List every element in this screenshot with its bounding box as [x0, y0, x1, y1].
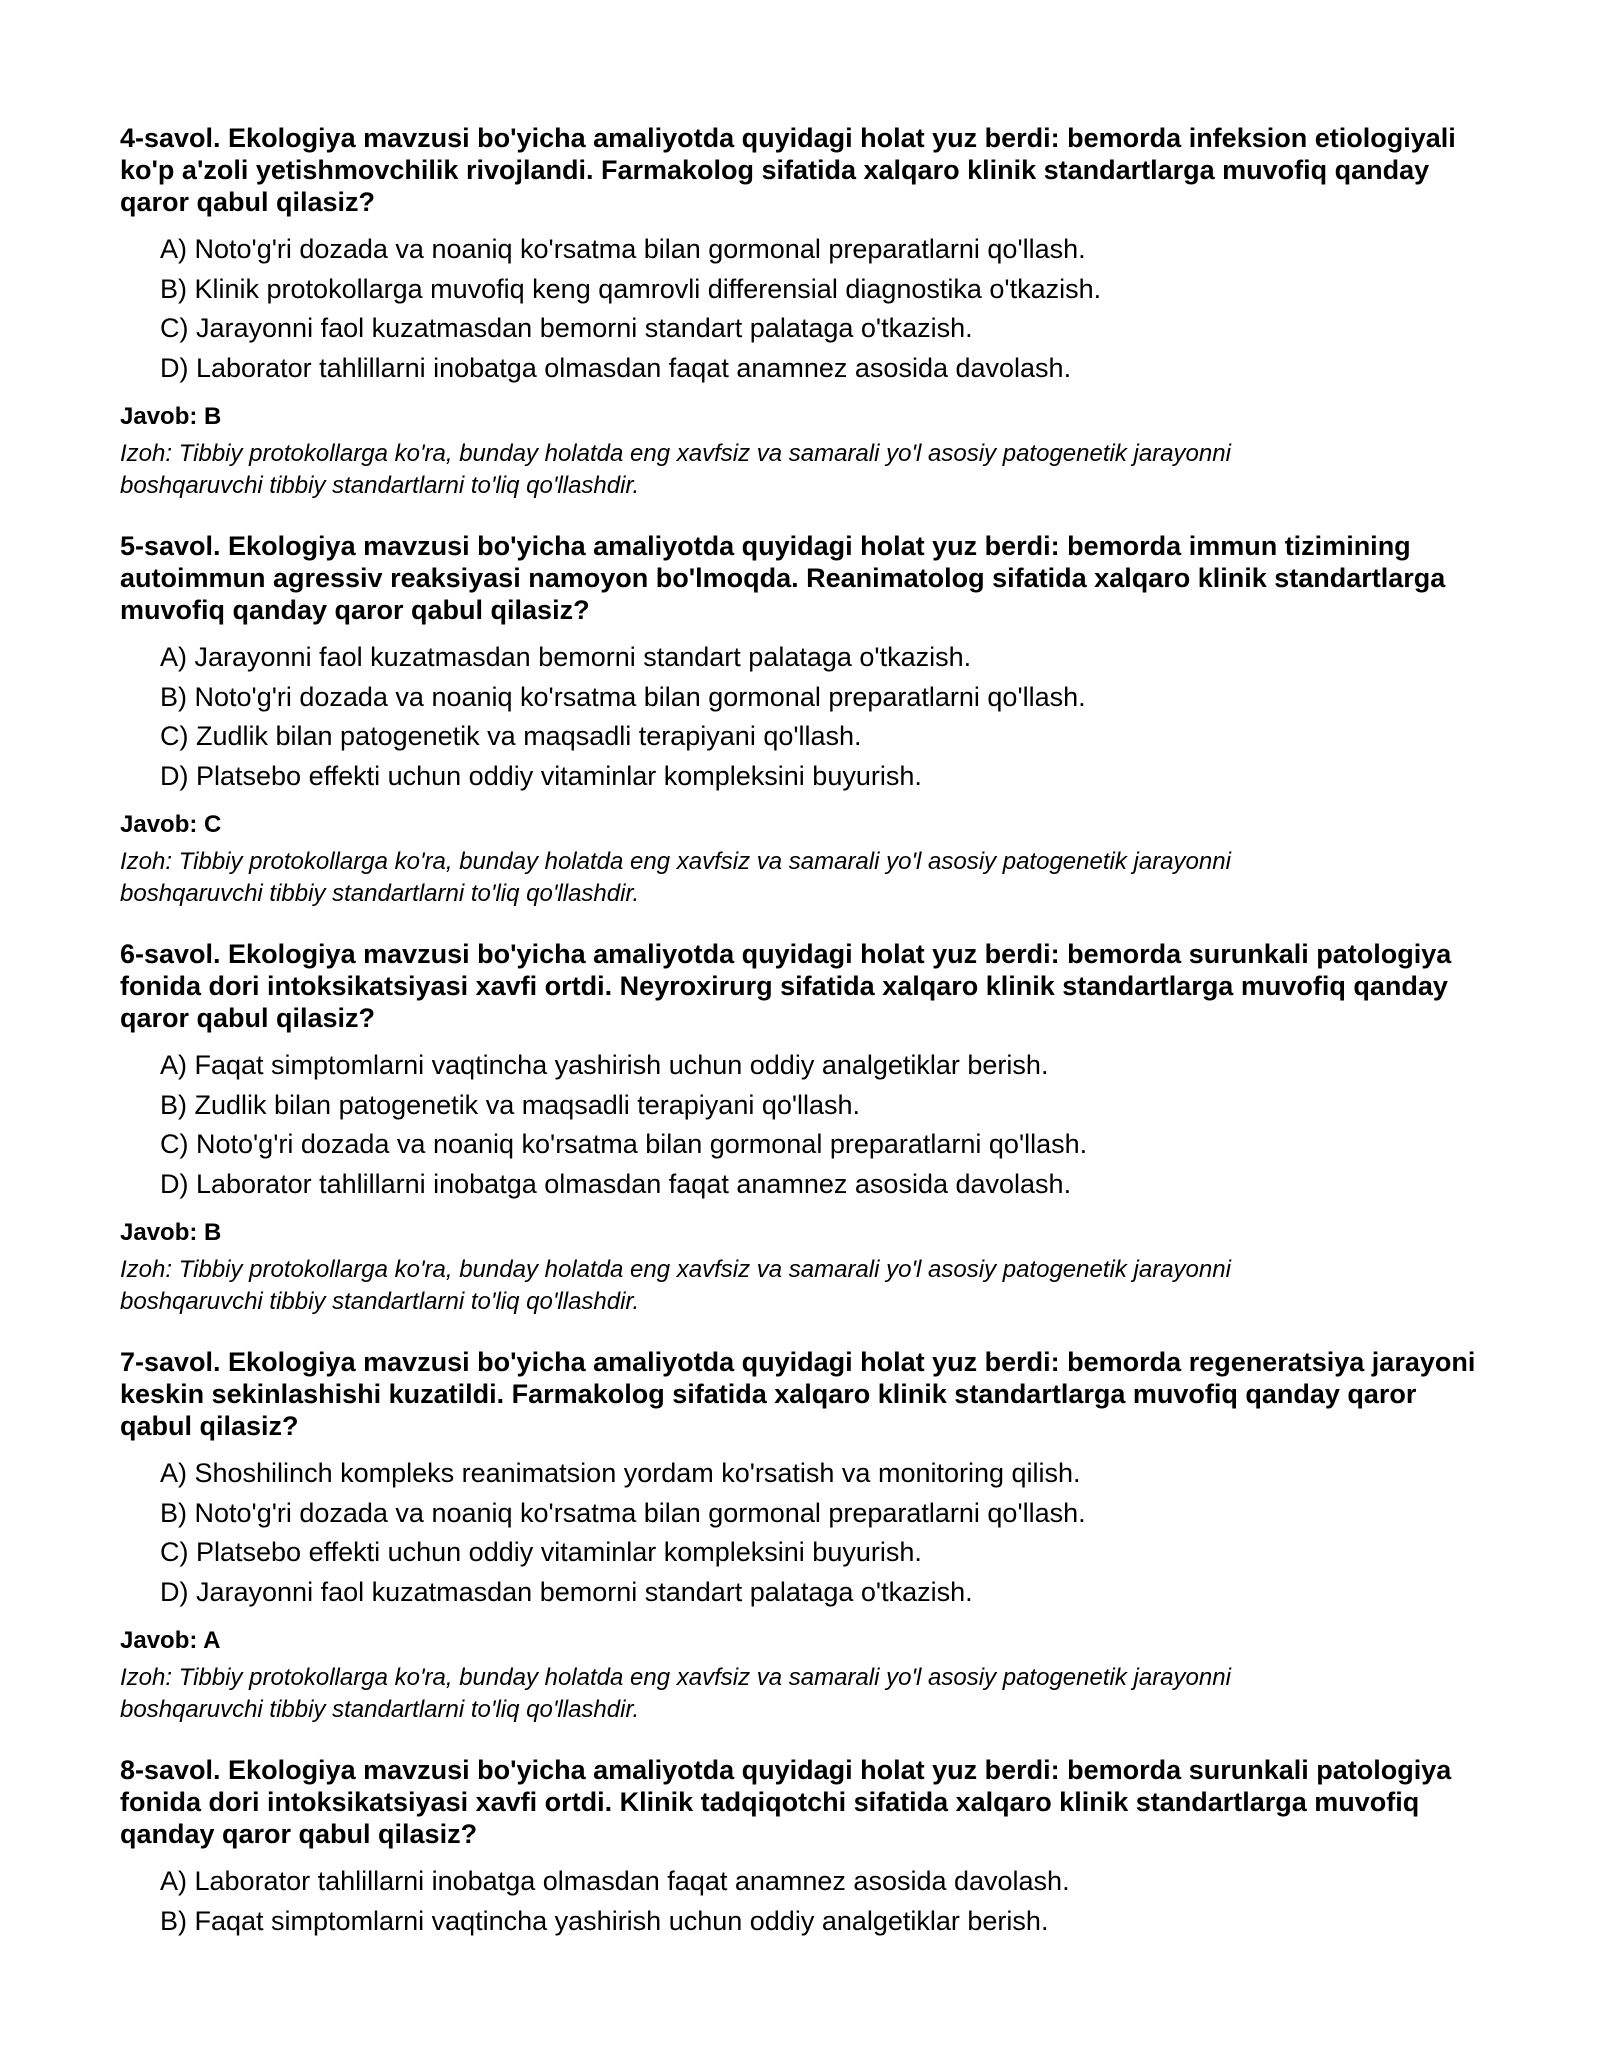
answer-label: Javob: B [120, 403, 222, 430]
option-a: A) Shoshilinch kompleks reanimatsion yordam ko'rsatish va monitoring qilish. [160, 1458, 1081, 1488]
answer-options [120, 1862, 1480, 1941]
option-c: C) Noto'g'ri dozada va noaniq ko'rsatma bilan gormonal preparatlarni qo'llash. [160, 1129, 1088, 1159]
option-a: A) Faqat simptomlarni vaqtincha yashirish uchun oddiy analgetiklar berish. [160, 1050, 1049, 1080]
answer-label: Javob: B [120, 1219, 222, 1246]
option-a: A) Laborator tahlillarni inobatga olmasdan faqat anamnez asosida davolash. [160, 1866, 1070, 1896]
answer-options [120, 638, 1480, 796]
option-d: D) Platsebo effekti uchun oddiy vitaminlar kompleksini buyurish. [160, 760, 922, 791]
option-a: A) Jarayonni faol kuzatmasdan bemorni standart palataga o'tkazish. [160, 642, 972, 672]
question-block [120, 1754, 1480, 1941]
question-title: 7-savol. Ekologiya mavzusi bo'yicha amaliyotda quyidagi holat yuz berdi: bemorda regeneratsiya jarayoni keskin sekinlashishi kuzatildi. Farmakolog sifatida xalqaro klinik standartlarga muvofiq qanday qaror qabul qilasiz? [120, 1347, 1476, 1441]
answer-options [120, 230, 1480, 388]
question-title: 5-savol. Ekologiya mavzusi bo'yicha amaliyotda quyidagi holat yuz berdi: bemorda immun tizimining autoimmun agressiv reaksiyasi namoyon bo'lmoqda. Reanimatolog sifatida xalqaro klinik standartlarga muvofiq qanday qaror qabul qilasiz? [120, 531, 1446, 625]
option-d: D) Jarayonni faol kuzatmasdan bemorni standart palataga o'tkazish. [160, 1576, 973, 1607]
option-d: D) Laborator tahlillarni inobatga olmasdan faqat anamnez asosida davolash. [160, 352, 1072, 383]
option-b: B) Klinik protokollarga muvofiq keng qamrovli differensial diagnostika o'tkazish. [160, 273, 1102, 304]
question-title: 8-savol. Ekologiya mavzusi bo'yicha amaliyotda quyidagi holat yuz berdi: bemorda surunkali patologiya fonida dori intoksikatsiyasi xavfi ortdi. Klinik tadqiqotchi sifatida xalqaro klinik standartlarga muvofiq qanday qaror qabul qilasiz? [120, 1755, 1452, 1849]
answer-options [120, 1454, 1480, 1612]
option-b: B) Noto'g'ri dozada va noaniq ko'rsatma bilan gormonal preparatlarni qo'llash. [160, 681, 1086, 712]
answer-options [120, 1046, 1480, 1204]
option-b: B) Noto'g'ri dozada va noaniq ko'rsatma bilan gormonal preparatlarni qo'llash. [160, 1497, 1086, 1528]
answer-label: Javob: A [120, 1627, 221, 1654]
answer-label: Javob: C [120, 811, 222, 838]
question-title: 6-savol. Ekologiya mavzusi bo'yicha amaliyotda quyidagi holat yuz berdi: bemorda surunkali patologiya fonida dori intoksikatsiyasi xavfi ortdi. Neyroxirurg sifatida xalqaro klinik standartlarga muvofiq qanday qaror qabul qilasiz? [120, 939, 1452, 1033]
option-b: B) Zudlik bilan patogenetik va maqsadli terapiyani qo'llash. [160, 1089, 861, 1120]
explanation-text: Izoh: Tibbiy protokollarga ko'ra, bunday holatda eng xavfsiz va samarali yo'l asosiy patogenetik jarayonni boshqaruvchi tibbiy standartlarni to'liq qo'llashdir. [120, 440, 1231, 499]
question-block [120, 530, 1480, 910]
question-block [120, 1346, 1480, 1726]
question-block [120, 938, 1480, 1318]
option-b: B) Faqat simptomlarni vaqtincha yashirish uchun oddiy analgetiklar berish. [160, 1905, 1049, 1936]
explanation-text: Izoh: Tibbiy protokollarga ko'ra, bunday holatda eng xavfsiz va samarali yo'l asosiy patogenetik jarayonni boshqaruvchi tibbiy standartlarni to'liq qo'llashdir. [120, 848, 1231, 907]
option-c: C) Zudlik bilan patogenetik va maqsadli terapiyani qo'llash. [160, 721, 862, 751]
option-d: D) Laborator tahlillarni inobatga olmasdan faqat anamnez asosida davolash. [160, 1168, 1072, 1199]
explanation-text: Izoh: Tibbiy protokollarga ko'ra, bunday holatda eng xavfsiz va samarali yo'l asosiy patogenetik jarayonni boshqaruvchi tibbiy standartlarni to'liq qo'llashdir. [120, 1664, 1231, 1723]
explanation-text: Izoh: Tibbiy protokollarga ko'ra, bunday holatda eng xavfsiz va samarali yo'l asosiy patogenetik jarayonni boshqaruvchi tibbiy standartlarni to'liq qo'llashdir. [120, 1256, 1231, 1315]
question-block [120, 122, 1480, 502]
option-a: A) Noto'g'ri dozada va noaniq ko'rsatma bilan gormonal preparatlarni qo'llash. [160, 234, 1086, 264]
option-c: C) Jarayonni faol kuzatmasdan bemorni standart palataga o'tkazish. [160, 313, 973, 343]
option-c: C) Platsebo effekti uchun oddiy vitaminlar kompleksini buyurish. [160, 1537, 922, 1567]
question-title: 4-savol. Ekologiya mavzusi bo'yicha amaliyotda quyidagi holat yuz berdi: bemorda infeksion etiologiyali ko'p a'zoli yetishmovchilik rivojlandi. Farmakolog sifatida xalqaro klinik standartlarga muvofiq qanday qaror qabul qilasiz? [120, 123, 1456, 217]
